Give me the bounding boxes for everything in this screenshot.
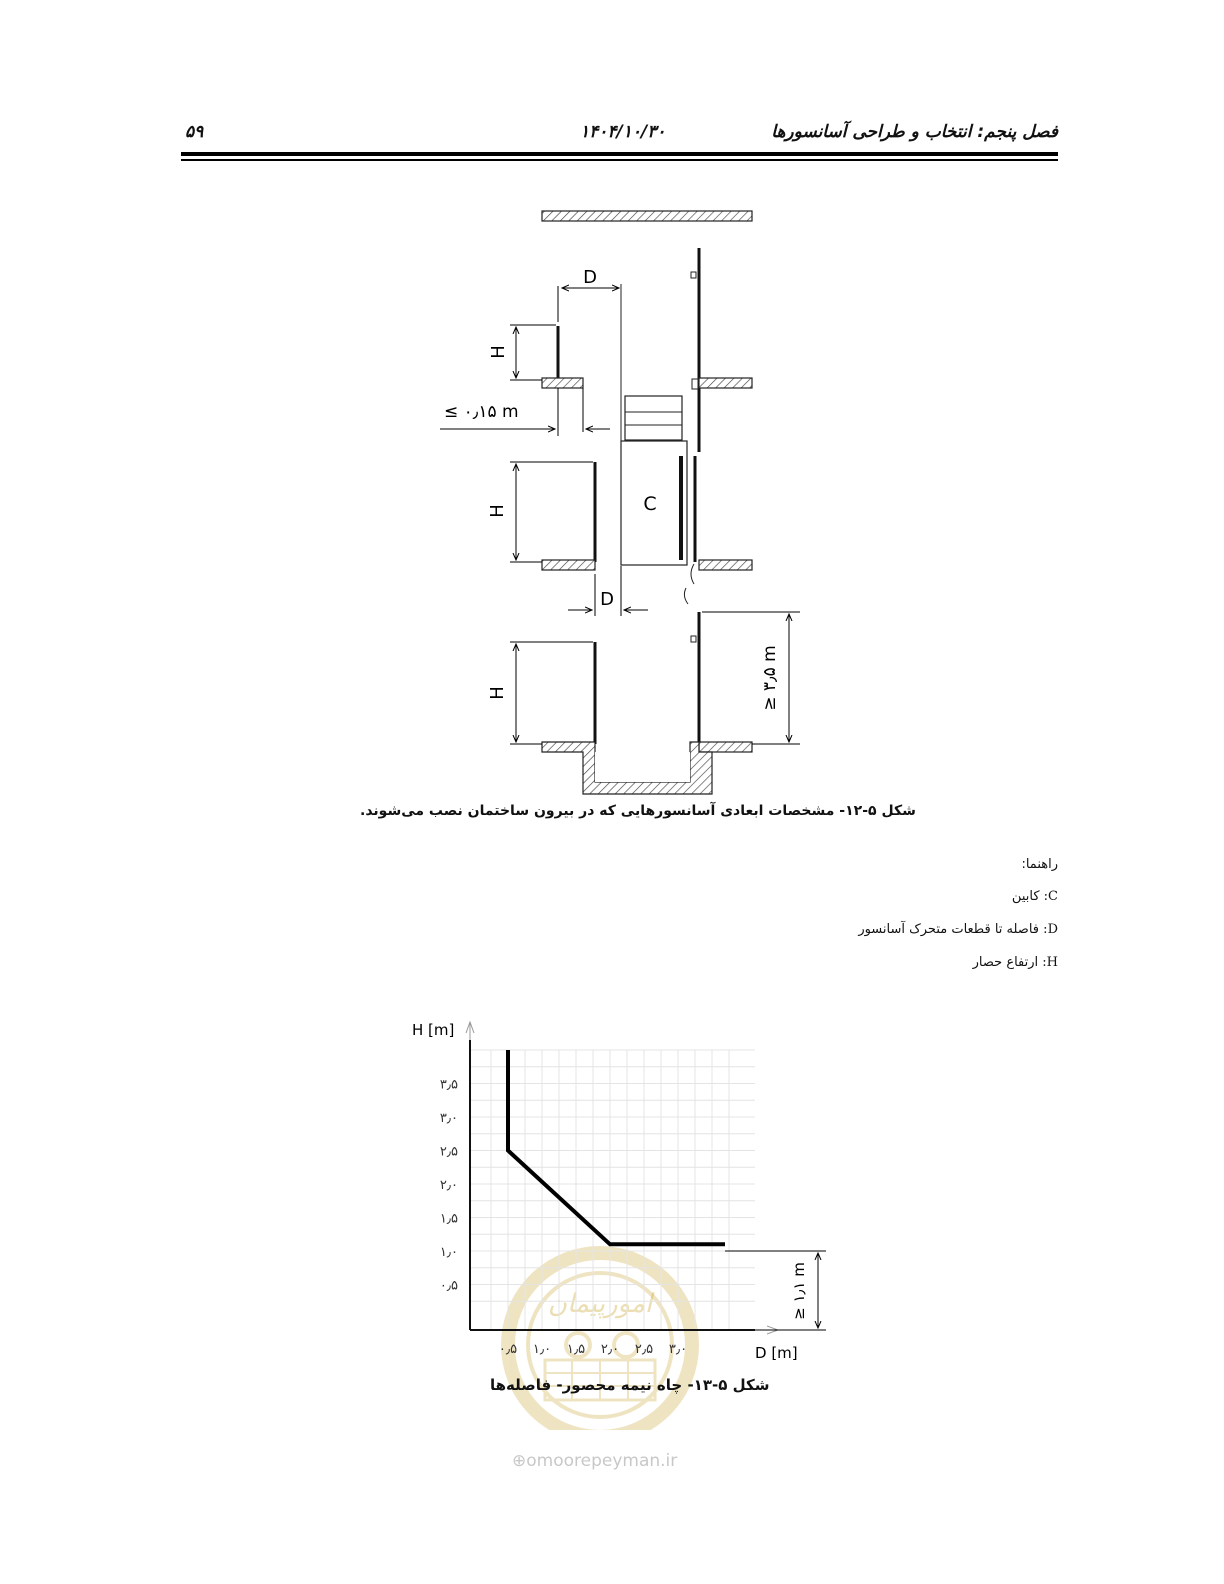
chart-xtick-label: ۳٫۰ (668, 1342, 688, 1357)
right-slab-middle (699, 560, 752, 570)
legend-item-c (1012, 889, 1058, 904)
header-date: ۱۴۰۴/۱۰/۳۰ (580, 122, 666, 142)
chart-annotation: ≥ ۱٫۱ m (790, 1262, 808, 1320)
label-h-top: H (488, 345, 509, 359)
chart-ylabel: H [m] (412, 1021, 455, 1039)
chart-ytick-label: ۲٫۵ (439, 1144, 458, 1160)
chart-axes (470, 1022, 778, 1330)
chart-grid (470, 1050, 755, 1330)
chart-xtick-label: ۰٫۵ (498, 1342, 518, 1357)
legend-heading: راهنما: (1021, 857, 1058, 872)
legend-text: کابین (1011, 889, 1040, 904)
right-slab-lower (699, 742, 752, 752)
chart-xlabel: D [m] (755, 1344, 798, 1362)
left-slab-middle (542, 560, 595, 570)
chart-xtick-label: ۲٫۰ (600, 1342, 620, 1357)
legend-item-h (973, 955, 1058, 970)
chart-xtick-label: ۱٫۵ (566, 1342, 586, 1357)
label-cabin: C (643, 493, 657, 515)
figure1-caption: شکل ۵-۱۲- مشخصات ابعادی آسانسورهایی که در بیرون ساختمان نصب می‌شوند. (360, 803, 916, 819)
page-number: ۵۹ (185, 122, 204, 142)
label-d-top: D (583, 267, 597, 288)
watermark-site-text: omoorepeyman.ir (526, 1451, 678, 1471)
watermark-seal-text: امورپیمان (547, 1289, 653, 1319)
distance-height-chart (0, 1010, 1224, 1430)
legend-key: H: (1042, 955, 1058, 970)
cabin-top-frame (625, 396, 682, 440)
label-d-bottom: D (600, 589, 614, 610)
chapter-title: فصل پنجم: انتخاب و طراحی آسانسورها (771, 122, 1058, 142)
chart-ytick-label: ۳٫۰ (439, 1111, 458, 1126)
label-gap: ≤ ۰٫۱۵ m (444, 402, 519, 422)
label-height: ≥ ۳٫۵ m (760, 645, 780, 711)
roof-slab (542, 211, 752, 221)
watermark-icon: ⊕ (512, 1451, 527, 1471)
label-h-bottom: H (487, 686, 508, 700)
watermark-site (512, 1451, 677, 1471)
legend-item-d (858, 922, 1058, 937)
chart-ytick-label: ۲٫۰ (439, 1178, 458, 1193)
figure2-caption: شکل ۵-۱۳- چاه نیمه محصور- فاصله‌ها (490, 1376, 770, 1394)
legend-key: D: (1043, 922, 1058, 937)
chart-ytick-label: ۳٫۵ (439, 1077, 458, 1093)
chart-ytick-label: ۱٫۵ (439, 1211, 458, 1227)
left-slab-top (542, 378, 583, 388)
right-slab-upper (699, 378, 752, 388)
label-h-middle: H (487, 504, 508, 518)
chart-xtick-label: ۱٫۰ (532, 1342, 552, 1357)
legend-text: فاصله تا قطعات متحرک آسانسور (858, 922, 1040, 937)
legend-key: C: (1043, 889, 1058, 904)
chart-xtick-label: ۲٫۵ (634, 1342, 654, 1357)
chart-ytick-label: ۱٫۰ (439, 1245, 458, 1260)
chart-series-line (508, 1050, 725, 1244)
chart-ytick-label: ۰٫۵ (439, 1278, 458, 1294)
legend-text: ارتفاع حصار (972, 955, 1039, 970)
